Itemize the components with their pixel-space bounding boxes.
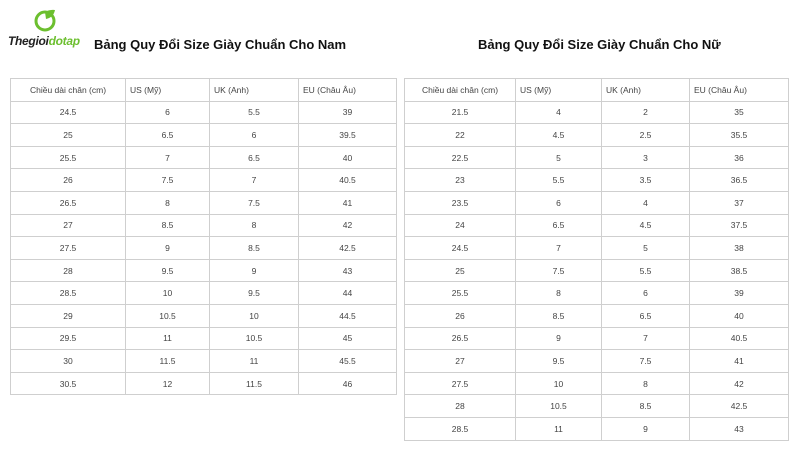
table-cell: 7 [210, 169, 299, 192]
table-cell: 28.5 [405, 417, 516, 440]
leaf-logo-icon [34, 8, 56, 34]
table-cell: 27 [405, 350, 516, 373]
table-cell: 8.5 [126, 214, 210, 237]
table-cell: 7.5 [516, 259, 602, 282]
table-cell: 37 [690, 191, 789, 214]
table-cell: 10.5 [126, 304, 210, 327]
table-header-row [405, 79, 789, 102]
table-cell: 25 [11, 124, 126, 147]
table-cell: 6 [602, 282, 690, 305]
table-row [11, 259, 397, 282]
table-cell: 24 [405, 214, 516, 237]
column-header: UK (Anh) [210, 79, 299, 102]
table-cell: 41 [299, 191, 397, 214]
table-row [405, 304, 789, 327]
table-row [11, 237, 397, 260]
table-cell: 26 [11, 169, 126, 192]
table-cell: 40 [299, 146, 397, 169]
table-cell: 42 [299, 214, 397, 237]
column-header: EU (Châu Âu) [299, 79, 397, 102]
table-row [405, 350, 789, 373]
table-cell: 38.5 [690, 259, 789, 282]
women-table-title: Bảng Quy Đổi Size Giày Chuẩn Cho Nữ [478, 37, 721, 52]
table-cell: 24.5 [11, 101, 126, 124]
table-row [11, 191, 397, 214]
table-cell: 5.5 [210, 101, 299, 124]
table-cell: 42.5 [299, 237, 397, 260]
table-row [11, 350, 397, 373]
table-cell: 5.5 [516, 169, 602, 192]
table-row [11, 169, 397, 192]
table-row [11, 124, 397, 147]
brand-wordmark [8, 34, 80, 48]
table-cell: 30 [11, 350, 126, 373]
table-cell: 11.5 [210, 372, 299, 395]
table-cell: 2.5 [602, 124, 690, 147]
table-cell: 10 [516, 372, 602, 395]
table-cell: 39 [690, 282, 789, 305]
table-cell: 8 [516, 282, 602, 305]
table-cell: 21.5 [405, 101, 516, 124]
table-cell: 9 [602, 417, 690, 440]
table-cell: 7 [602, 327, 690, 350]
table-cell: 8 [602, 372, 690, 395]
table-cell: 43 [299, 259, 397, 282]
table-row [405, 372, 789, 395]
table-cell: 23.5 [405, 191, 516, 214]
table-cell: 6 [210, 124, 299, 147]
table-cell: 8.5 [210, 237, 299, 260]
table-cell: 26 [405, 304, 516, 327]
table-cell: 25.5 [405, 282, 516, 305]
table-cell: 40 [690, 304, 789, 327]
table-row [11, 372, 397, 395]
table-cell: 10 [210, 304, 299, 327]
table-cell: 45 [299, 327, 397, 350]
table-cell: 46 [299, 372, 397, 395]
brand-logo[interactable] [8, 8, 98, 48]
column-header: US (Mỹ) [516, 79, 602, 102]
table-cell: 4.5 [516, 124, 602, 147]
table-cell: 8 [210, 214, 299, 237]
table-row [405, 101, 789, 124]
table-cell: 9.5 [210, 282, 299, 305]
table-row [11, 282, 397, 305]
table-header-row [11, 79, 397, 102]
table-row [11, 146, 397, 169]
men-table-title: Bảng Quy Đổi Size Giày Chuẩn Cho Nam [94, 37, 347, 52]
table-cell: 8 [126, 191, 210, 214]
table-cell: 8.5 [602, 395, 690, 418]
table-cell: 3 [602, 146, 690, 169]
table-cell: 5 [602, 237, 690, 260]
table-cell: 7.5 [210, 191, 299, 214]
table-cell: 38 [690, 237, 789, 260]
table-row [405, 214, 789, 237]
table-row [405, 124, 789, 147]
column-header: UK (Anh) [602, 79, 690, 102]
table-cell: 40.5 [299, 169, 397, 192]
table-cell: 9.5 [126, 259, 210, 282]
table-cell: 2 [602, 101, 690, 124]
table-row [11, 327, 397, 350]
table-cell: 10 [126, 282, 210, 305]
table-cell: 9 [126, 237, 210, 260]
table-row [405, 327, 789, 350]
women-size-table [404, 78, 789, 441]
table-cell: 6.5 [126, 124, 210, 147]
table-cell: 6.5 [210, 146, 299, 169]
table-cell: 25.5 [11, 146, 126, 169]
table-cell: 25 [405, 259, 516, 282]
table-cell: 36.5 [690, 169, 789, 192]
table-cell: 10.5 [516, 395, 602, 418]
table-cell: 43 [690, 417, 789, 440]
table-cell: 45.5 [299, 350, 397, 373]
table-cell: 22 [405, 124, 516, 147]
table-cell: 44.5 [299, 304, 397, 327]
table-cell: 3.5 [602, 169, 690, 192]
table-row [405, 191, 789, 214]
table-cell: 41 [690, 350, 789, 373]
table-cell: 37.5 [690, 214, 789, 237]
table-cell: 4 [516, 101, 602, 124]
table-cell: 44 [299, 282, 397, 305]
column-header: US (Mỹ) [126, 79, 210, 102]
table-cell: 26.5 [11, 191, 126, 214]
table-cell: 9 [516, 327, 602, 350]
table-row [405, 169, 789, 192]
table-cell: 7.5 [126, 169, 210, 192]
table-cell: 36 [690, 146, 789, 169]
column-header: EU (Châu Âu) [690, 79, 789, 102]
table-cell: 9 [210, 259, 299, 282]
table-cell: 11 [126, 327, 210, 350]
table-row [405, 146, 789, 169]
table-cell: 7.5 [602, 350, 690, 373]
table-cell: 39 [299, 101, 397, 124]
table-cell: 23 [405, 169, 516, 192]
table-cell: 30.5 [11, 372, 126, 395]
table-cell: 42 [690, 372, 789, 395]
table-cell: 27 [11, 214, 126, 237]
table-cell: 27.5 [11, 237, 126, 260]
table-cell: 10.5 [210, 327, 299, 350]
table-cell: 22.5 [405, 146, 516, 169]
brand-name-accent: dotap [48, 34, 80, 48]
table-cell: 39.5 [299, 124, 397, 147]
table-cell: 9.5 [516, 350, 602, 373]
table-cell: 6.5 [602, 304, 690, 327]
table-cell: 35.5 [690, 124, 789, 147]
table-cell: 27.5 [405, 372, 516, 395]
table-row [405, 417, 789, 440]
table-cell: 4 [602, 191, 690, 214]
table-cell: 7 [126, 146, 210, 169]
table-cell: 29 [11, 304, 126, 327]
table-cell: 29.5 [11, 327, 126, 350]
table-row [11, 101, 397, 124]
table-cell: 12 [126, 372, 210, 395]
table-row [405, 259, 789, 282]
table-cell: 7 [516, 237, 602, 260]
table-cell: 6 [516, 191, 602, 214]
table-cell: 8.5 [516, 304, 602, 327]
table-cell: 5 [516, 146, 602, 169]
table-cell: 40.5 [690, 327, 789, 350]
table-cell: 6.5 [516, 214, 602, 237]
table-cell: 42.5 [690, 395, 789, 418]
table-row [405, 282, 789, 305]
table-cell: 11.5 [126, 350, 210, 373]
brand-name-main: Thegioi [8, 34, 49, 48]
table-cell: 24.5 [405, 237, 516, 260]
table-cell: 28 [405, 395, 516, 418]
table-cell: 35 [690, 101, 789, 124]
table-cell: 26.5 [405, 327, 516, 350]
table-cell: 11 [516, 417, 602, 440]
table-cell: 5.5 [602, 259, 690, 282]
table-row [405, 395, 789, 418]
column-header: Chiều dài chân (cm) [11, 79, 126, 102]
table-row [11, 214, 397, 237]
table-cell: 11 [210, 350, 299, 373]
table-cell: 4.5 [602, 214, 690, 237]
column-header: Chiều dài chân (cm) [405, 79, 516, 102]
table-cell: 6 [126, 101, 210, 124]
men-size-table [10, 78, 397, 395]
table-row [11, 304, 397, 327]
table-cell: 28 [11, 259, 126, 282]
table-cell: 28.5 [11, 282, 126, 305]
table-row [405, 237, 789, 260]
